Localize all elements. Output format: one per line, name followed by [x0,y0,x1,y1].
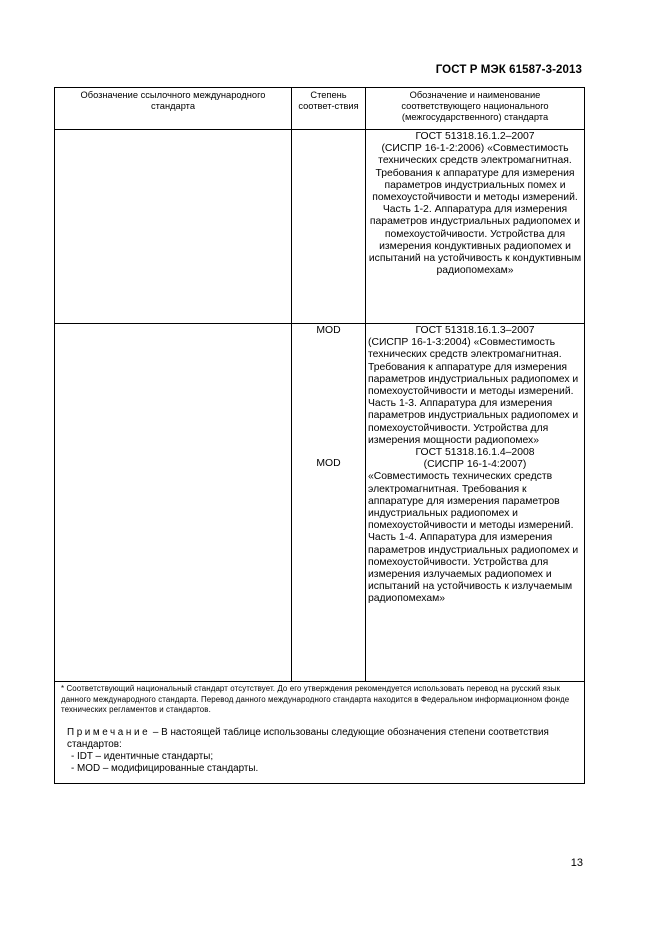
cell-degree [292,324,366,682]
column-header-national: Обозначение и наименование соответствующего национального (межгосударственного) стандарта [366,88,585,130]
table-footer-row [55,682,585,784]
degree-value-second: MOD [316,458,341,469]
national-standard-code: ГОСТ 51318.16.1.2–2007 [415,131,535,142]
reference-standards-table [54,87,585,784]
cell-degree [292,130,366,324]
degree-value: MOD [316,325,341,336]
page-number: 13 [570,857,583,869]
note-item-mod: - MOD – модифицированные стандарты. [71,762,259,774]
national-standard-code-2-sub: (СИСПР 16-1-4:2007) [423,459,527,471]
national-standard-title-2: «Совместимость технических средств электромагнитная. Требования к аппаратуре для измерения параметров индустриальных радиопомех и помехоустойчивости и методы измерений. Часть 1-4. Аппаратура для измерения параметров индустриальных радиопомех и помехоустойчивости. Устройства для измерения излучаемых радиопомех и испытаний на устойчивость к излучаемым радиопомехам» [368,471,579,605]
column-header-international: Обозначение ссылочного международного стандарта [55,88,292,130]
national-standard-title: (СИСПР 16-1-2:2006) «Совместимость технических средств электромагнитная. Требования к аппаратуре для измерения параметров индустриальных помех и помехоустойчивости и методы измерений. Часть 1-2. Аппаратура для измерения параметров индустриальных радиопомех и помехоустойчивости. Устройства для измерения кондуктивных радиопомех и испытаний на устойчивость к кондуктивным радиопомехам» [368,143,582,277]
table-row [55,130,585,324]
note-label: Примечание [67,726,151,738]
cell-international [55,324,292,682]
document-code: ГОСТ Р МЭК 61587-3-2013 [435,64,582,76]
table-header-row [55,88,585,130]
national-standard-code: ГОСТ 51318.16.1.3–2007 [415,325,535,336]
cell-national [366,130,585,324]
national-standard-code-2: ГОСТ 51318.16.1.4–2008 [415,447,535,459]
national-standard-title: (СИСПР 16-1-3:2004) «Совместимость технических средств электромагнитная. Требования к аппаратуре для измерения параметров индустриальных радиопомех и помехоустойчивости и методы измерений. Часть 1-3. Аппаратура для измерения параметров индустриальных радиопомех и помехоустойчивости. Устройства для измерения мощности радиопомех» [368,337,579,446]
table-footer-cell [55,682,585,784]
note-item-idt: - IDT – идентичные стандарты; [71,750,214,762]
cell-international [55,130,292,324]
table-row [55,324,585,682]
footnote: * Соответствующий национальный стандарт отсутствует. До его утверждения рекомендуется использовать перевод на русский язык данного международного стандарта. Перевод данного международного стандарта находится в Федеральном информационном фонде технических регламентов и стандартов. [61,684,570,715]
table-note [61,727,580,775]
note-text: – В настоящей таблице использованы следующие обозначения степени соответствия стандартов: [67,726,549,750]
column-header-degree: Степень соответ-ствия [292,88,366,130]
cell-national [366,324,585,682]
